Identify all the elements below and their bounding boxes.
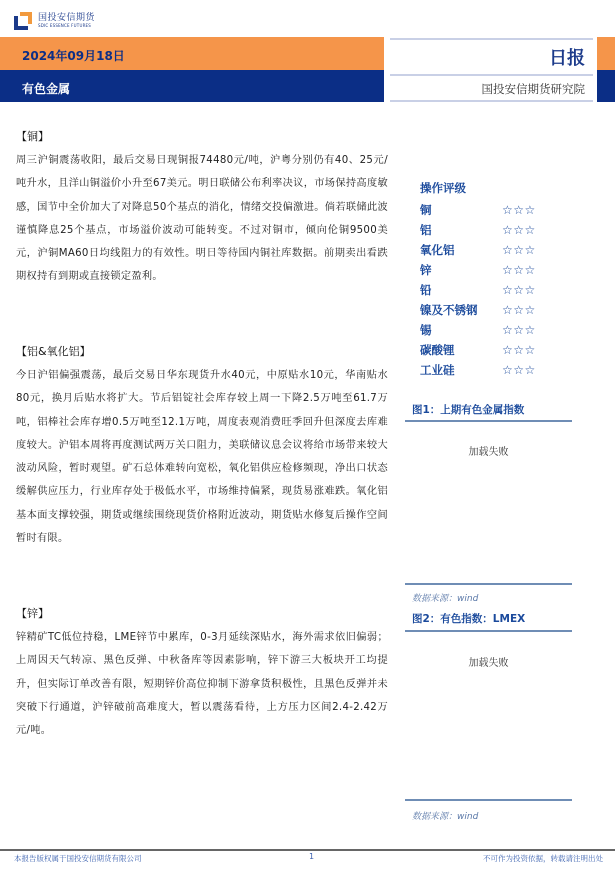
section-body: 周三沪铜震荡收阳，最后交易日现铜报74480元/吨，沪粤分别仍有40、25元/吨升水，且洋山铜溢价小升至67美元。明日联储公布利率决议，市场保持高度敏感，国节中全价加大了对降息50个基点的消化，情绪交投偏激进。倘若联储此波谨慎降息25个基点，市场溢价波动可能转变。不过对铜市，倾向伦铜9500美元，沪铜MA60日均线阻力的有效性。明日等待国内铜社库数据。前期卖出看跌期权持有到期或直接锁定盈利。: [16, 155, 388, 283]
rating-row: [420, 200, 580, 220]
section-body: 锌精矿TC低位持稳，LME锌节中累库，0-3月延续深贴水，海外需求依旧偏弱；上周因天气转凉、黑色反弹、中秋备库等因素影响，锌下游三大板块开工均提升，但实际订单改善有限，短期锌价高位抑制下游拿货积极性，且黑色反弹并未突破下行通道，沪锌破前高难度大，暂以震荡看待，上方压力区间2.4-2.42万元/吨。: [16, 632, 388, 737]
figure-2-source: 数据来源：wind: [412, 812, 479, 822]
operation-ratings: [420, 180, 580, 380]
figure-divider: [405, 799, 572, 801]
header-divider: [390, 100, 593, 102]
rating-name: 镍及不锈钢: [420, 303, 478, 317]
star-rating-icon: ☆☆☆: [502, 223, 536, 237]
rating-name: 碳酸锂: [420, 343, 455, 357]
star-rating-icon: ☆☆☆: [502, 263, 536, 277]
rating-name: 氧化铝: [420, 243, 455, 257]
header-blue-bar-right: [597, 70, 615, 102]
logo-name-cn: 国投安信期货: [38, 13, 96, 23]
figure-2-load-status: 加载失败: [468, 658, 509, 669]
ratings-title: 操作评级: [420, 181, 466, 195]
rating-row: [420, 340, 580, 360]
rating-name: 锡: [420, 323, 432, 337]
star-rating-icon: ☆☆☆: [502, 283, 536, 297]
report-date: 2024年09月18日: [22, 49, 125, 63]
header-divider: [390, 74, 593, 76]
section-copper: [16, 129, 388, 289]
figure-divider: [405, 583, 572, 585]
logo-mark-icon: [14, 12, 34, 30]
figure-1-load-status: 加载失败: [468, 447, 509, 458]
rating-row: [420, 360, 580, 380]
star-rating-icon: ☆☆☆: [502, 243, 536, 257]
rating-row: [420, 260, 580, 280]
page-number: 1: [309, 852, 315, 861]
footer-copyright: 本报告版权属于国投安信期货有限公司: [14, 854, 142, 863]
section-title: 【锌】: [16, 607, 49, 620]
rating-name: 铜: [420, 203, 432, 217]
figure-divider: [405, 630, 572, 632]
rating-row: [420, 240, 580, 260]
star-rating-icon: ☆☆☆: [502, 303, 536, 317]
rating-row: [420, 220, 580, 240]
report-organization: 国投安信期货研究院: [481, 82, 585, 96]
section-zinc: [16, 606, 388, 742]
figure-1-source: 数据来源：wind: [412, 594, 479, 604]
section-title: 【铜】: [16, 130, 49, 143]
section-title: 【铝&氧化铝】: [16, 345, 91, 358]
footer-divider: [0, 849, 615, 851]
section-body: 今日沪铝偏强震荡，最后交易日华东现货升水40元，中原贴水10元，华南贴水80元，换月后贴水将扩大。节后铝锭社会库存较上周一下降2.5万吨至61.7万吨，铝棒社会库存增0.5万吨至12.1万吨，周度表观消费旺季回升但深度去库难度较大。沪铝本周将再度测试两万关口阻力，美联储议息会议将给市场带来较大波动风险，暂时观望。矿石总体难转向宽松，氧化铝供应检修频现，净出口状态缓解供应压力，行业库存处于极低水平，市场维持偏紧，现货易涨难跌。氧化铝基本面支撑较强，期货或继续围绕现货价格附近波动，期货贴水修复后操作空间暂时有限。: [16, 370, 388, 545]
figure-1-title: 图1：上期有色金属指数: [412, 404, 525, 416]
star-rating-icon: ☆☆☆: [502, 363, 536, 377]
rating-name: 铅: [420, 283, 432, 297]
report-type: 日报: [549, 48, 585, 69]
figure-2-title: 图2：有色指数：LMEX: [412, 613, 526, 625]
rating-row: [420, 320, 580, 340]
rating-name: 工业硅: [420, 363, 455, 377]
header-orange-bar-right: [597, 37, 615, 70]
rating-row: [420, 300, 580, 320]
header-divider: [390, 38, 593, 40]
report-sector: 有色金属: [22, 82, 71, 96]
company-logo: [14, 12, 95, 30]
rating-row: [420, 280, 580, 300]
logo-name-en: SDIC ESSENCE FUTURES: [38, 23, 92, 28]
star-rating-icon: ☆☆☆: [502, 203, 536, 217]
rating-name: 锌: [420, 263, 432, 277]
rating-name: 铝: [420, 223, 432, 237]
figure-divider: [405, 420, 572, 422]
footer-disclaimer: 不可作为投资依据，转载请注明出处: [483, 854, 603, 863]
star-rating-icon: ☆☆☆: [502, 343, 536, 357]
section-aluminum: [16, 344, 388, 550]
star-rating-icon: ☆☆☆: [502, 323, 536, 337]
